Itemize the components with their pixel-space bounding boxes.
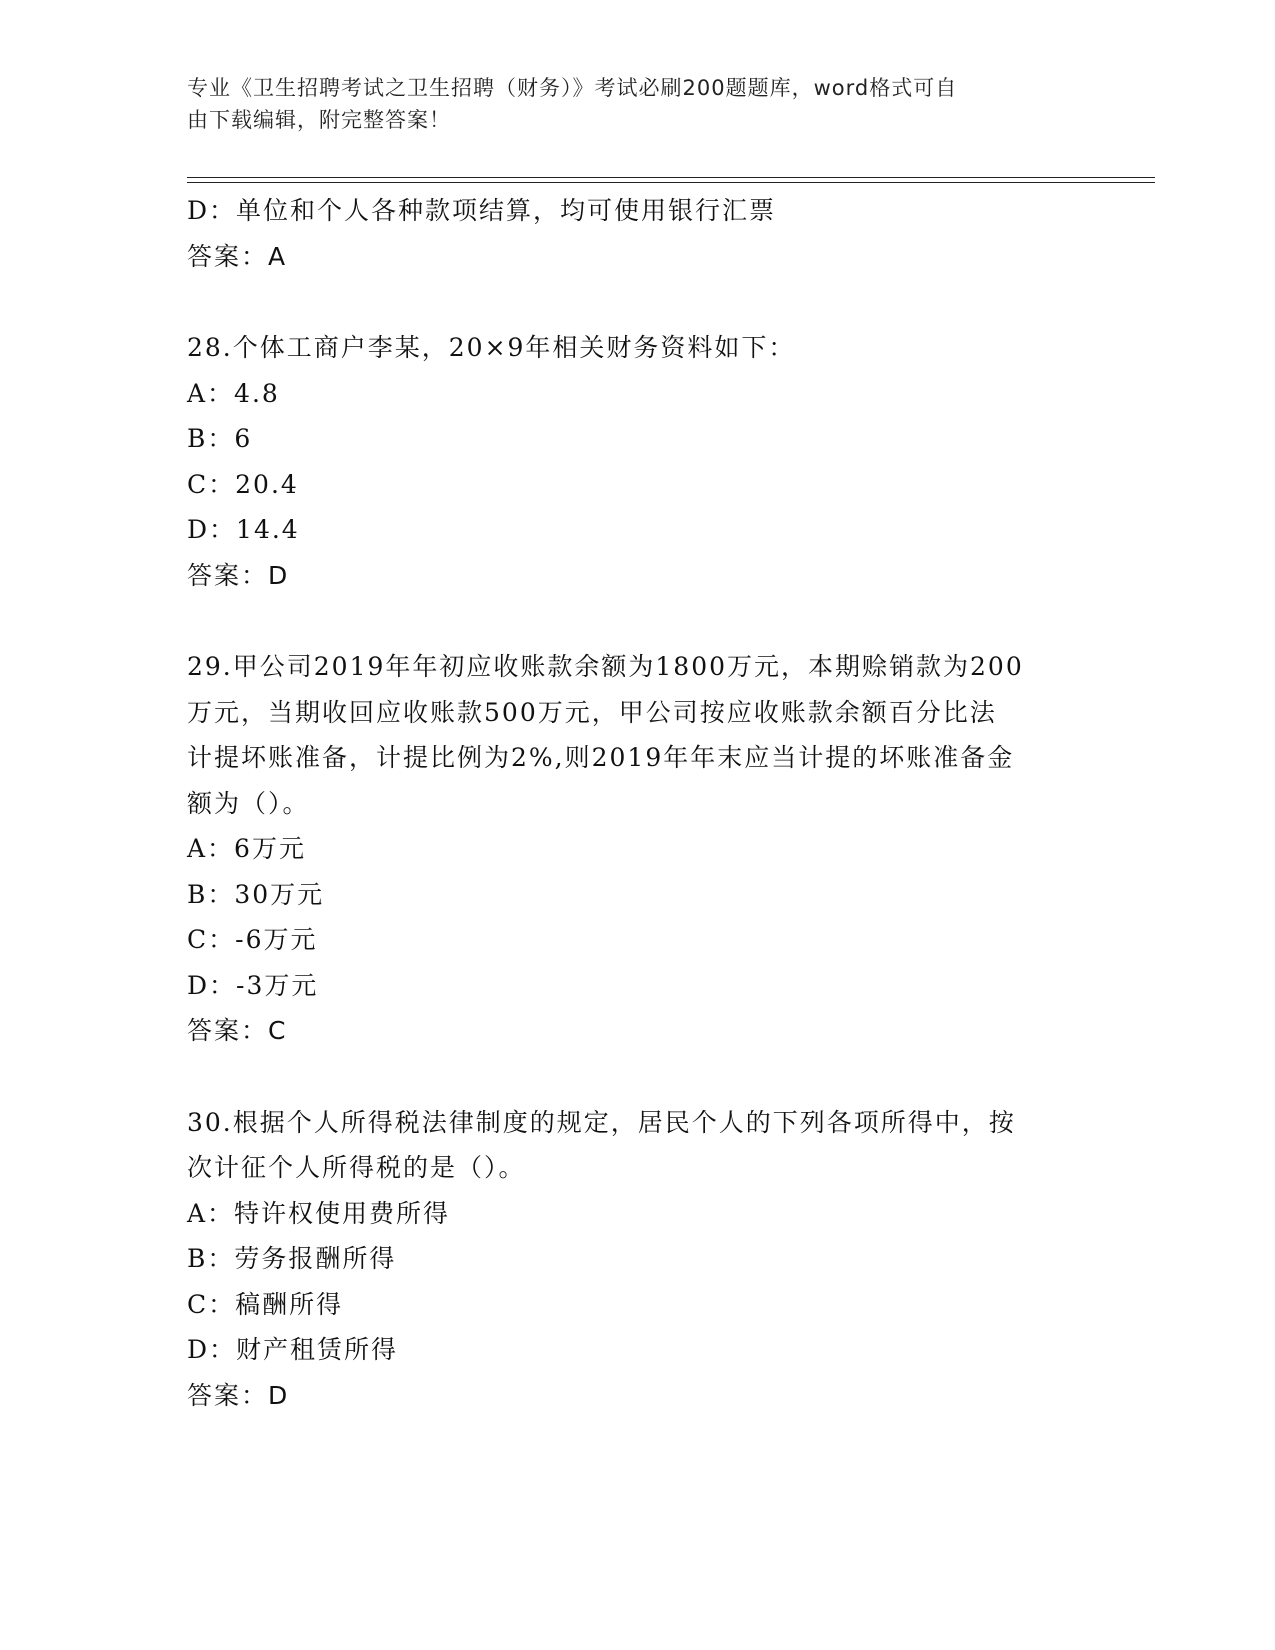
question-stem: 28.个体工商户李某，20×9年相关财务资料如下： [187,333,796,362]
question-stem-line-1: 29.甲公司2019年年初应收账款余额为1800万元，本期赊销款为200 [187,652,1024,681]
spacer [187,279,1087,325]
option-a: A：6万元 [187,834,306,863]
option-a: A：特许权使用费所得 [187,1198,451,1228]
option-c: C：-6万元 [187,925,318,954]
question-30 [187,1100,1087,1419]
question-29 [187,644,1087,1054]
option-d: D：-3万元 [187,970,319,1000]
option-b: B：30万元 [187,879,325,909]
answer-label: 答案：A [187,241,288,271]
option-b: B：劳务报酬所得 [187,1244,397,1273]
header-divider-top [187,177,1155,178]
answer-label: 答案：D [187,560,290,590]
option-d: D：财产租赁所得 [187,1335,399,1364]
question-stem-line-2: 万元，当期收回应收账款500万元，甲公司按应收账款余额百分比法 [187,697,997,727]
page-header [187,72,1067,136]
option-c: C：稿酬所得 [187,1289,344,1319]
answer-label: 答案：C [187,1016,288,1045]
question-stem-line-4: 额为（）。 [187,788,310,818]
question-stem-line-1: 30.根据个人所得税法律制度的规定，居民个人的下列各项所得中，按 [187,1107,1016,1137]
option-b: B：6 [187,424,253,453]
header-divider-bottom [187,182,1155,183]
question-28 [187,325,1087,598]
question-stem-line-3: 计提坏账准备，计提比例为2%,则2019年年末应当计提的坏账准备金 [187,743,1015,772]
question-stem-line-2: 次计征个人所得税的是（）。 [187,1153,526,1182]
spacer [187,598,1087,644]
header-line-2: 由下载编辑，附完整答案！ [187,108,451,132]
spacer [187,1054,1087,1100]
option-a: A：4.8 [187,378,280,408]
answer-label: 答案：D [187,1380,290,1410]
option-d: D：单位和个人各种款项结算，均可使用银行汇票 [187,196,777,225]
header-line-1: 专业《卫生招聘考试之卫生招聘（财务）》考试必刷200题题库，word格式可自 [187,76,958,100]
previous-question-block [187,188,1087,279]
question-content [187,188,1087,1418]
option-d: D：14.4 [187,515,300,544]
option-c: C：20.4 [187,469,299,499]
